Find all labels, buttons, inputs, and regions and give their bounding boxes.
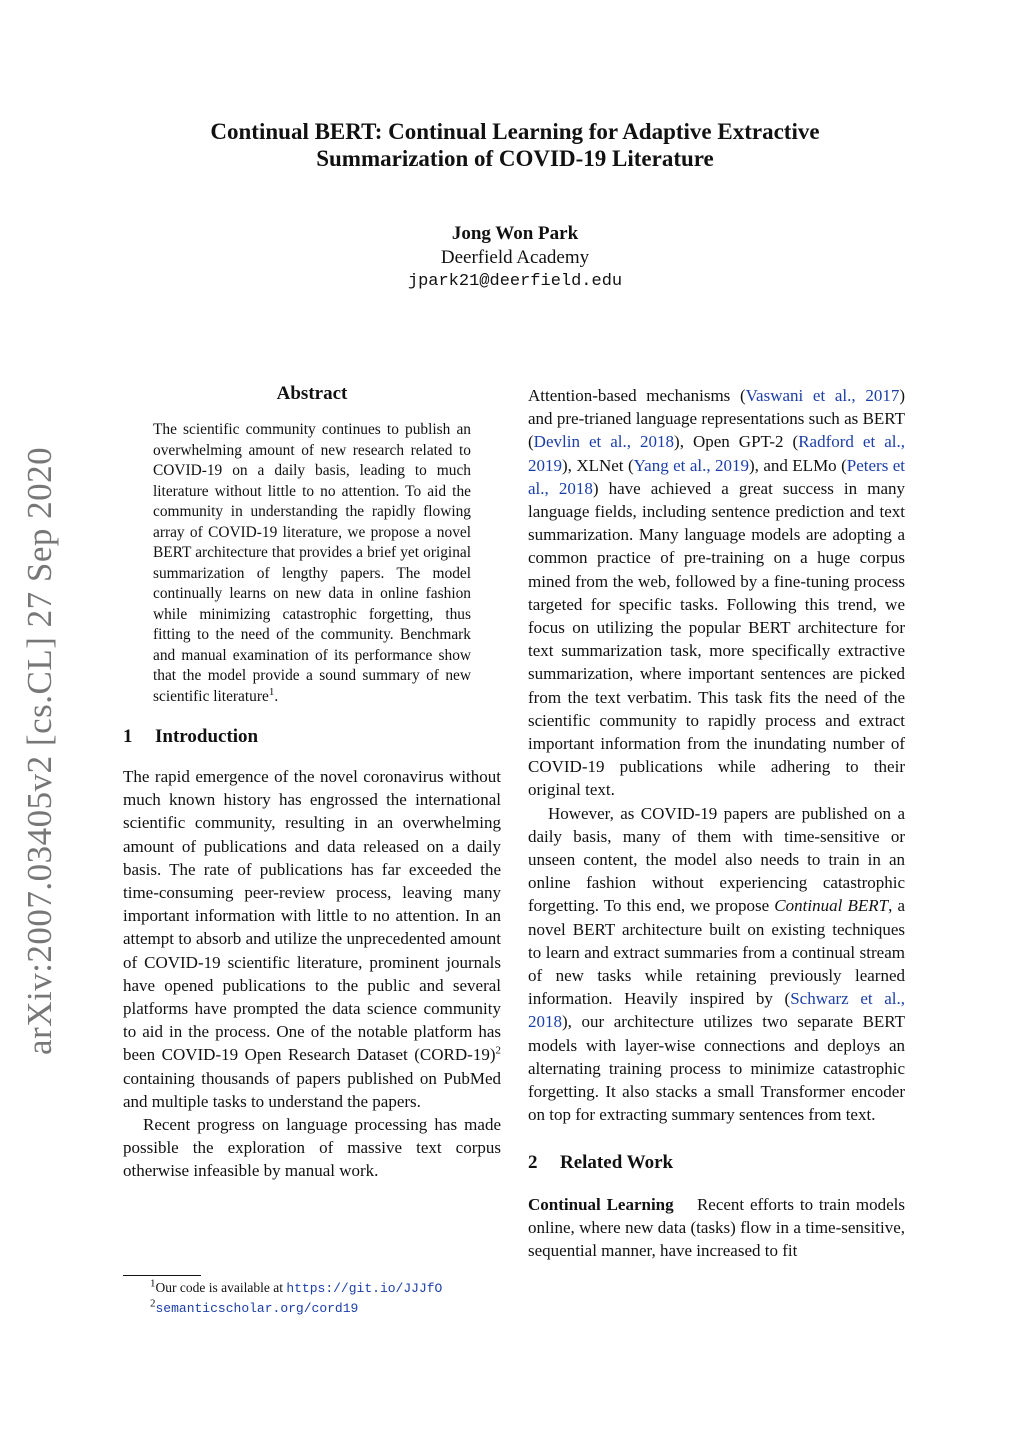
- introduction-paragraph-1-text: The rapid emergence of the novel coronavirus without much known history has engrossed the international scientific community, resulting in an overwhelming amount of publications and data released on a daily basis. The rate of publications has far exceeded the time-consuming peer-review process, leaving many important information with little to no attention. In an attempt to absorb and utilize the unprecedented amount of COVID-19 scientific literature, prominent journals have opened publications to the public and several platforms have prompted the data science community to aid in the process. One of the notable platform has been COVID-19 Open Research Dataset (CORD-19): [123, 767, 501, 1065]
- citation-schwarz[interactable]: Schwarz et al., 2018: [528, 989, 905, 1032]
- citation-devlin[interactable]: Devlin et al., 2018: [533, 432, 675, 452]
- footnote-1-mark: 1: [150, 1277, 156, 1290]
- author-block: [260, 222, 770, 294]
- right-p2-text-c: ), our architecture utilizes two separate BERT models with layer-wise connections and deploys an alternating training process to minimize catastrophic forgetting. It also stacks a small Transformer encoder on top for extracting summary sentences from text.: [528, 1012, 905, 1125]
- right-paragraph-1: [528, 384, 905, 802]
- abstract-end: .: [274, 687, 279, 705]
- footnote-divider: [123, 1275, 201, 1276]
- code-repository-link[interactable]: https://git.io/JJJfO: [286, 1281, 443, 1296]
- right-paragraph-2: [528, 802, 905, 1127]
- model-name-emphasis: Continual BERT: [774, 896, 889, 916]
- introduction-paragraph-1: [123, 765, 501, 1113]
- introduction-paragraph-1-tail: containing thousands of papers published on PubMed and multiple tasks to understand the papers.: [123, 1068, 501, 1111]
- abstract-heading: Abstract: [276, 383, 348, 404]
- introduction-number: 1: [123, 726, 133, 747]
- citation-yang[interactable]: Yang et al., 2019: [633, 455, 750, 475]
- right-p1-text-f: ) have achieved a great success in many language fields, including sentence prediction and text summarization. Many language models are adopting a common practice of pre-training on a huge corpus mined from the web, followed by a fine-tuning process targeted for specific tasks. Following this trend, we focus on utilizing the popular BERT architecture for text summarization task, more specifically extractive summarization, where important sentences are picked from the text verbatim. This task fits the need of the scientific community to rapidly process and extract important information from the inundating number of COVID-19 publications while adhering to their original text.: [528, 478, 905, 800]
- title-block: [130, 118, 900, 172]
- paper-title-line-2: Summarization of COVID-19 Literature: [316, 146, 714, 171]
- related-work-heading: [528, 1151, 905, 1175]
- abstract-body: [153, 420, 471, 707]
- right-p1-text-e: ), and ELMo (: [749, 455, 847, 475]
- citation-vaswani[interactable]: Vaswani et al., 2017: [745, 386, 900, 405]
- abstract-text: The scientific community continues to publish an overwhelming amount of new research related to COVID-19 on a daily basis, leading to much literature without little to no attention. To aid the community in understanding the rapidly flowing array of COVID-19 literature, we propose a novel BERT architecture that provides a brief yet original summarization of lengthy papers. The model continually learns on new data in online fashion while minimizing catastrophic forgetting, thus fitting to the need of the community. Benchmark and manual examination of its performance show that the model provide a sound summary of new scientific literature: [153, 421, 471, 705]
- left-column: [123, 382, 501, 1183]
- footnote-2-mark: 2: [150, 1297, 156, 1309]
- right-p2-text-a: However, as COVID-19 papers are published on a daily basis, many of them with time-sensitive or unseen content, the model also needs to train in an online fashion without experiencing catastrophic forgetting. To this end, we propose: [528, 803, 905, 916]
- related-work-title: Related Work: [560, 1151, 674, 1173]
- introduction-heading: [123, 725, 501, 749]
- author-email[interactable]: jpark21@deerfield.edu: [407, 272, 623, 291]
- citation-radford[interactable]: Radford et al., 2019: [528, 432, 905, 475]
- introduction-paragraph-2: Recent progress on language processing has made possible the exploration of massive text corpus otherwise infeasible by manual work.: [123, 1115, 501, 1181]
- right-p1-text-b: ) and pre-trianed language representations such as BERT (: [528, 386, 906, 452]
- paper-title-line-1: Continual BERT: Continual Learning for Adaptive Extractive: [210, 119, 820, 144]
- right-p1-text-c: ), Open GPT-2 (: [674, 432, 799, 452]
- cord19-link[interactable]: semanticscholar.org/cord19: [155, 1300, 359, 1316]
- cord19-footnote-mark[interactable]: 2: [495, 1044, 501, 1057]
- right-p1-text-a: Attention-based mechanisms (: [528, 386, 746, 405]
- paper-title: [130, 118, 900, 172]
- right-p1-text-d: ), XLNet (: [562, 455, 634, 475]
- author-affiliation: Deerfield Academy: [440, 247, 590, 268]
- introduction-title: Introduction: [155, 726, 259, 747]
- footnote-2: [150, 1299, 510, 1319]
- right-column: [528, 384, 905, 1262]
- abstract-footnote-mark[interactable]: 1: [268, 685, 275, 698]
- related-work-paragraph: [528, 1193, 905, 1263]
- footnote-1: [150, 1279, 510, 1299]
- author-name: Jong Won Park: [451, 223, 579, 244]
- arxiv-identifier-stamp: arXiv:2007.03405v2 [cs.CL] 27 Sep 2020: [20, 446, 59, 1055]
- footnotes: [150, 1279, 510, 1318]
- related-work-number: 2: [528, 1151, 538, 1173]
- continual-learning-runin: Continual Learning: [528, 1194, 674, 1214]
- citation-peters[interactable]: Peters et al., 2018: [528, 455, 905, 498]
- footnote-1-text: Our code is available at: [155, 1280, 287, 1295]
- related-work-text: Recent efforts to train models online, where new data (tasks) flow in a time-sensitive, sequential manner, have increased to fit: [528, 1194, 906, 1260]
- right-p2-text-b: , a novel BERT architecture built on existing techniques to learn and extract summaries from a continual stream of new tasks while retaining previously learned information. Heavily inspired by (: [528, 896, 906, 1009]
